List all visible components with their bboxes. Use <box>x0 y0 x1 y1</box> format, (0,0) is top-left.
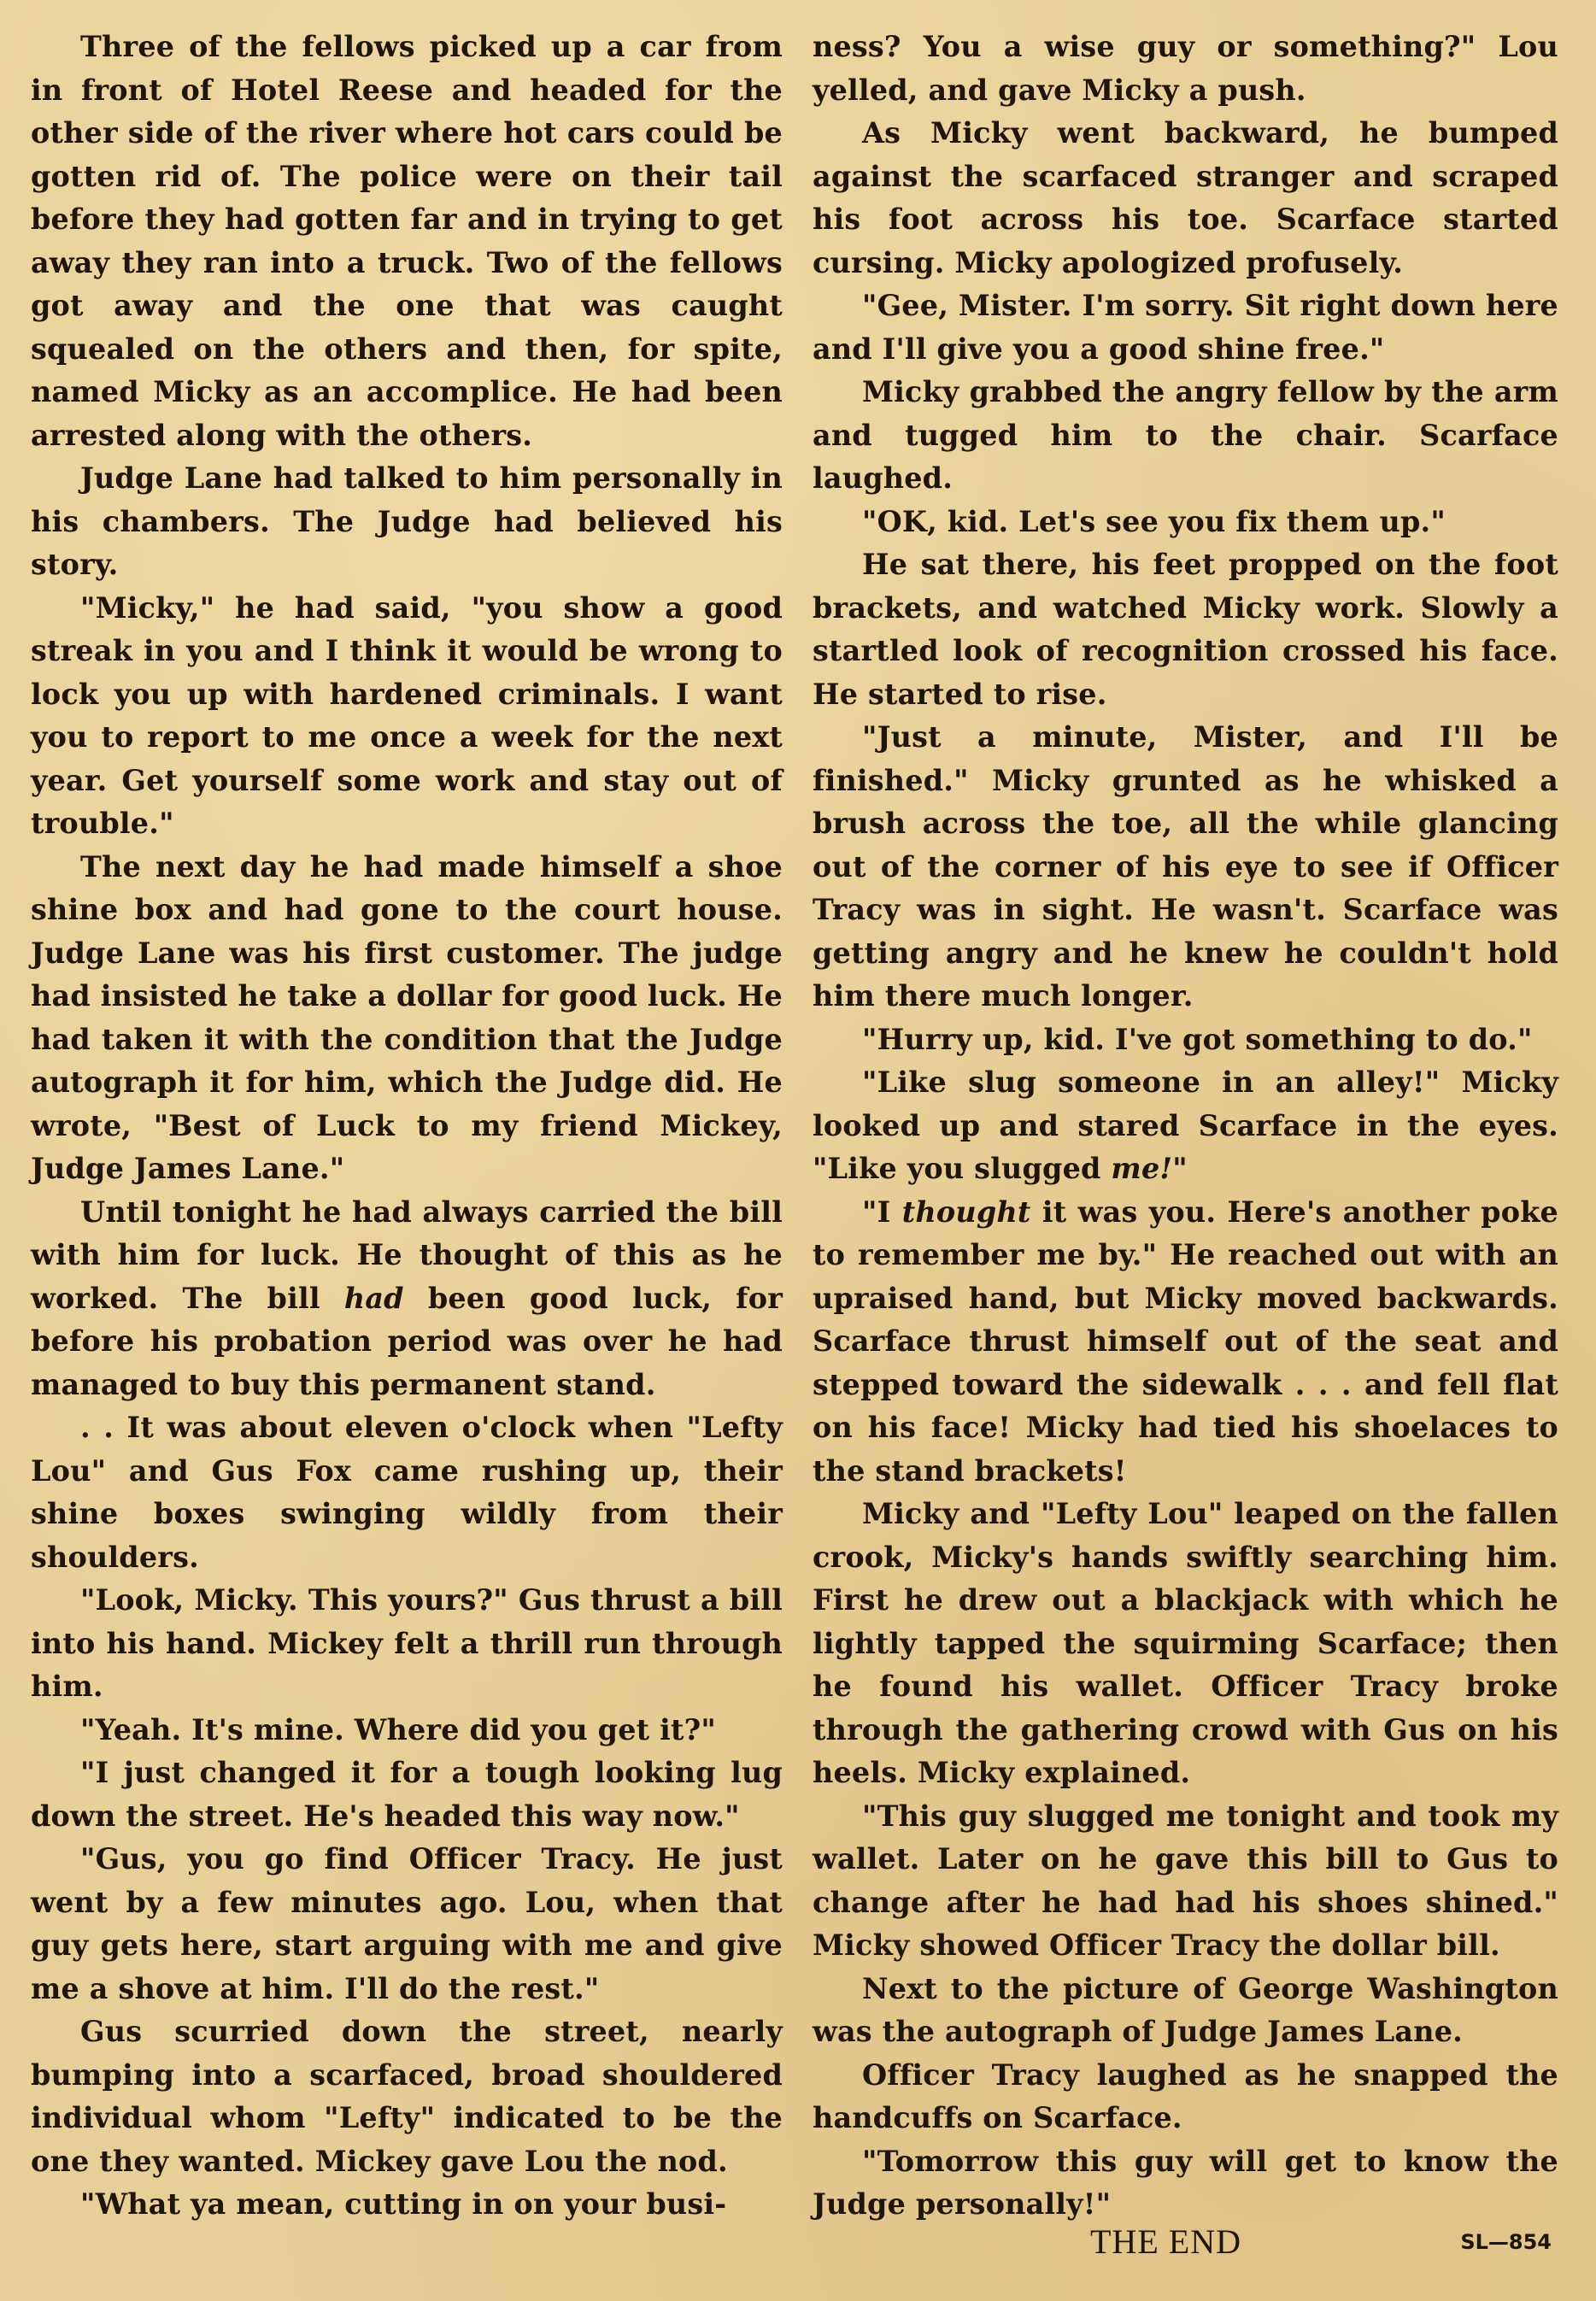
emphasis-text: thought <box>901 1195 1031 1229</box>
emphasis-text: had <box>343 1281 404 1315</box>
left-column-paragraph: Gus scurried down the street, nearly bumping into a scarfaced, broad shouldered individual whom "Lefty" indicated to be the one they wanted. Mickey gave Lou the nod. <box>31 2015 783 2178</box>
right-column-paragraph: Micky grabbed the angry fellow by the arm and tugged him to the chair. Scarface laughed. <box>813 375 1558 495</box>
right-column-paragraph: Officer Tracy laughed as he snapped the handcuffs on Scarface. <box>813 2057 1558 2134</box>
paragraph-text: been good luck, for before his probation period was over he had managed to buy this permanent stand. <box>31 1281 783 1401</box>
right-column-paragraph: Next to the picture of George Washington was the autograph of Judge James Lane. <box>813 1971 1558 2048</box>
right-column-paragraph: "Hurry up, kid. I've got something to do." <box>862 1022 1533 1056</box>
right-text-column <box>813 26 1558 2227</box>
right-column-paragraph: He sat there, his feet propped on the foot brackets, and watched Micky work. Slowly a startled look of recognition crossed his face. He started to rise. <box>813 548 1558 711</box>
paragraph-text: "I <box>862 1195 902 1229</box>
page-code: SL—854 <box>1460 2230 1552 2254</box>
page-footer <box>813 2222 1558 2266</box>
left-text-column <box>31 26 783 2227</box>
paragraph-text: " <box>1172 1152 1188 1185</box>
paragraph-text: Until tonight he had always carried the bill with him for luck. He thought of this as he worked. The bill <box>31 1195 783 1315</box>
left-column-paragraph: Judge Lane had talked to him personally in his chambers. The Judge had believed his story. <box>31 461 783 581</box>
right-column-paragraph: "OK, kid. Let's see you fix them up." <box>862 504 1446 538</box>
left-column-paragraph: "Look, Micky. This yours?" Gus thrust a bill into his hand. Mickey felt a thrill run through him. <box>31 1583 783 1703</box>
left-column-paragraph: Three of the fellows picked up a car from in front of Hotel Reese and headed for the other side of the river where hot cars could be gotten rid of. The police were on their tail before they had gotten far and in trying to get away they ran into a truck. Two of the fellows got away and the one that was caught squealed on the others and then, for spite, named Micky as an accomplice. He had been arrested along with the others. <box>31 30 783 452</box>
right-column-paragraph: "Tomorrow this guy will get to know the Judge personally!" <box>813 2144 1558 2221</box>
left-column-paragraph: "I just changed it for a tough looking lug down the street. He's headed this way now." <box>31 1756 783 1833</box>
right-column-paragraph <box>813 1191 1558 1494</box>
left-column-paragraph: "Micky," he had said, "you show a good streak in you and I think it would be wrong to lock you up with hardened criminals. I want you to report to me once a week for the next year. Get yourself some work and stay out of trouble." <box>31 590 783 840</box>
paragraph-text: it was you. Here's another poke to remember me by." He reached out with an upraised hand, but Micky moved backwards. Scarface thrust himself out of the seat and stepped toward the sidewalk . . . and fell flat on his face! Micky had tied his shoelaces to the stand brackets! <box>813 1195 1558 1488</box>
right-column-paragraph: "Gee, Mister. I'm sorry. Sit right down here and I'll give you a good shine free." <box>813 289 1558 366</box>
left-column-paragraph <box>31 1191 783 1407</box>
left-column-paragraph: . . It was about eleven o'clock when "Lefty Lou" and Gus Fox came rushing up, their shine boxes swinging wildly from their shoulders. <box>31 1411 783 1574</box>
left-column-paragraph: "What ya mean, cutting in on your busi- <box>80 2187 727 2221</box>
right-column-paragraph <box>813 1061 1558 1191</box>
paragraph-text: "Like slug someone in an alley!" Micky looked up and stared Scarface in the eyes. "Like you slugged <box>813 1065 1558 1185</box>
right-column-paragraph: As Micky went backward, he bumped against the scarfaced stranger and scraped his foot across his toe. Scarface started cursing. Micky apologized profusely. <box>813 116 1558 279</box>
right-column-paragraph: Micky and "Lefty Lou" leaped on the fallen crook, Micky's hands swiftly searching him. First he drew out a blackjack with which he lightly tapped the squirming Scarface; then he found his wallet. Officer Tracy broke through the gathering crowd with Gus on his heels. Micky explained. <box>813 1497 1558 1789</box>
emphasis-text: me! <box>1111 1152 1173 1185</box>
the-end-label: THE END <box>1090 2222 1241 2261</box>
right-column-paragraph: "Just a minute, Mister, and I'll be finished." Micky grunted as he whisked a brush across the toe, all the while glancing out of the corner of his eye to see if Officer Tracy was in sight. He wasn't. Scarface was getting angry and he knew he couldn't hold him there much longer. <box>813 720 1558 1013</box>
left-column-paragraph: The next day he had made himself a shoe shine box and had gone to the court house. Judge Lane was his first customer. The judge had insisted he take a dollar for good luck. He had taken it with the condition that the Judge autograph it for him, which the Judge did. He wrote, "Best of Luck to my friend Mickey, Judge James Lane." <box>31 849 783 1185</box>
left-column-paragraph: "Yeah. It's mine. Where did you get it?" <box>80 1712 716 1746</box>
left-column-paragraph: "Gus, you go find Officer Tracy. He just went by a few minutes ago. Lou, when that guy gets here, start arguing with me and give me a shove at him. I'll do the rest." <box>31 1842 783 2005</box>
right-column-paragraph: ness? You a wise guy or something?" Lou yelled, and gave Micky a push. <box>813 30 1558 107</box>
right-column-paragraph: "This guy slugged me tonight and took my wallet. Later on he gave this bill to Gus to change after he had had his shoes shined." Micky showed Officer Tracy the dollar bill. <box>813 1799 1558 1962</box>
